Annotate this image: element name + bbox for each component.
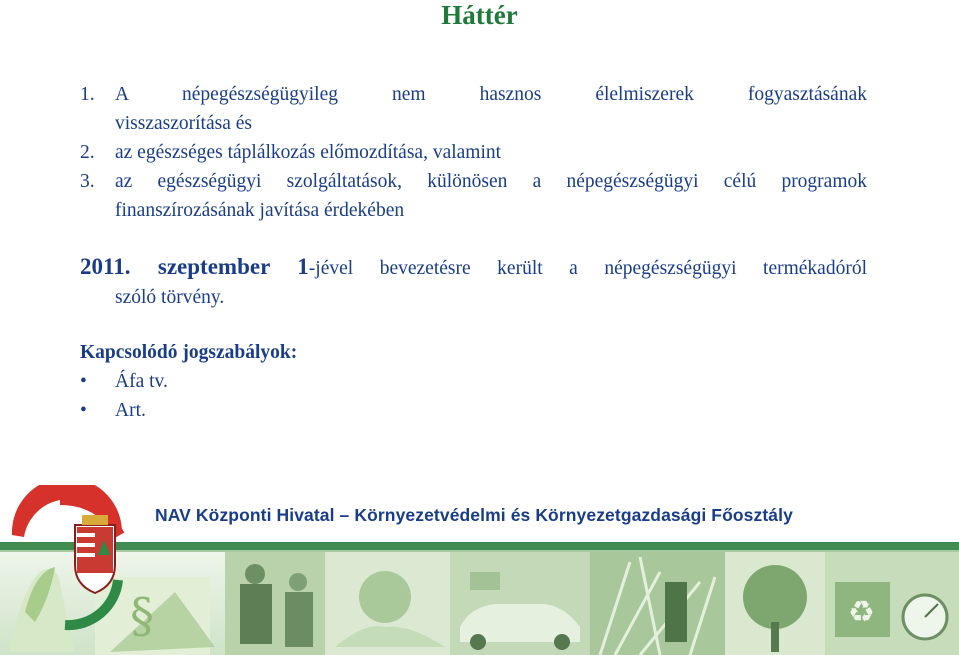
footer-photo-strip [0, 552, 959, 655]
bullet-icon: • [80, 400, 87, 421]
list-text: az egészséges táplálkozás előmozdítása, valamint [115, 142, 502, 163]
footer-organization: NAV Központi Hivatal – Környezetvédelmi és Környezetgazdasági Főosztály [155, 505, 793, 525]
list-text: A népegészségügyileg nem hasznos élelmiszerek fogyasztásának [115, 84, 867, 105]
svg-text:§: § [130, 588, 154, 644]
svg-text:♻: ♻ [848, 595, 875, 630]
list-item [80, 367, 297, 396]
globe-hands-icon [325, 552, 450, 655]
list-item [80, 138, 867, 167]
list-text: visszaszorítása és [115, 113, 252, 134]
list-item [80, 167, 867, 225]
related-item: Áfa tv. [115, 371, 168, 392]
list-number: 2. [80, 142, 95, 163]
footer-stripe [0, 542, 959, 550]
nav-emblem-icon [0, 485, 130, 655]
cars-photo-icon [450, 552, 590, 655]
law-line: szóló törvény. [115, 287, 225, 308]
list-item [80, 80, 867, 138]
bullet-icon: • [80, 371, 87, 392]
related-laws [80, 338, 297, 425]
law-line [80, 252, 867, 283]
list-number: 1. [80, 84, 95, 105]
law-text: -jével bevezetésre került a népegészségügyi termékadóról [308, 258, 867, 279]
goals-list [80, 80, 867, 225]
list-number: 3. [80, 171, 95, 192]
related-title: Kapcsolódó jogszabályok: [80, 342, 298, 363]
list-text: az egészségügyi szolgáltatások, különösen a népegészségügyi célú programok [115, 171, 867, 192]
law-date: 2011. szeptember 1 [80, 254, 309, 279]
tree-icon [725, 552, 825, 655]
reeds-photo-icon [590, 552, 725, 655]
page-title: Háttér [441, 0, 518, 30]
law-paragraph [80, 252, 867, 312]
related-item: Art. [115, 400, 146, 421]
list-item [80, 396, 297, 425]
workers-photo-icon [225, 552, 325, 655]
list-text: finanszírozásának javítása érdekében [115, 200, 405, 221]
recycling-icon [825, 552, 959, 655]
